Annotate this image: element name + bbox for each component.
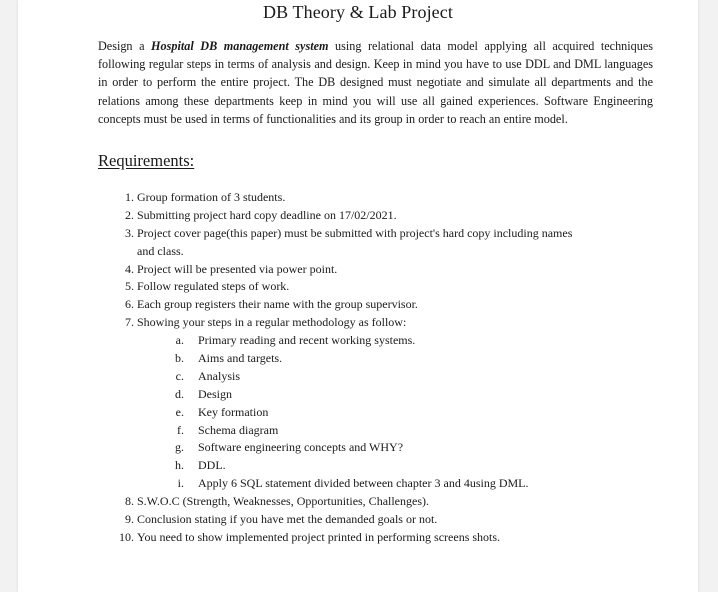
requirement-item <box>18 225 698 243</box>
sub-requirement-letter: g. <box>175 440 184 455</box>
requirement-text: You need to show implemented project printed in performing screens shots. <box>137 529 501 544</box>
sub-requirement-text: Design <box>198 386 232 401</box>
requirement-item <box>18 189 698 207</box>
sub-requirement-text: DDL. <box>198 458 226 473</box>
requirement-number: 2. <box>125 207 134 222</box>
document-page <box>18 0 698 592</box>
sub-requirement-text: Schema diagram <box>198 422 279 437</box>
document-title: DB Theory & Lab Project <box>263 2 453 22</box>
sub-requirement-letter: c. <box>175 368 184 383</box>
requirement-text: Group formation of 3 students. <box>137 190 286 204</box>
sub-requirement-item <box>18 439 698 457</box>
sub-requirement-letter: i. <box>177 476 184 491</box>
sub-requirement-item <box>18 457 698 475</box>
requirement-number: 9. <box>125 512 134 527</box>
requirement-item <box>18 243 698 261</box>
sub-requirement-text: Analysis <box>198 368 240 383</box>
sub-requirement-text: Aims and targets. <box>198 351 283 366</box>
sub-requirement-text: Key formation <box>198 404 269 419</box>
sub-requirement-letter: e. <box>175 404 184 419</box>
requirement-item <box>18 314 698 332</box>
requirement-number: 8. <box>125 494 134 509</box>
requirement-text: Conclusion stating if you have met the demanded goals or not. <box>137 512 438 527</box>
requirement-text: Project will be presented via power point. <box>137 261 338 276</box>
requirement-text: Project cover page(this paper) must be submitted with project's hard copy including names <box>137 225 573 240</box>
requirement-text: S.W.O.C (Strength, Weaknesses, Opportunities, Challenges). <box>137 494 430 509</box>
sub-requirement-text: Primary reading and recent working systems. <box>198 333 416 348</box>
requirement-number: 1. <box>125 190 134 204</box>
sub-requirement-letter: d. <box>175 386 184 401</box>
requirement-item <box>18 296 698 314</box>
sub-requirement-item <box>18 332 698 350</box>
requirement-text: and class. <box>137 243 184 258</box>
requirement-item <box>18 529 698 547</box>
sub-requirement-item <box>18 422 698 440</box>
requirements-list <box>18 189 698 547</box>
intro-paragraph <box>98 37 653 128</box>
requirement-number: 7. <box>125 315 134 330</box>
requirements-heading: Requirements: <box>98 151 195 170</box>
requirement-text: Submitting project hard copy deadline on 17/02/2021. <box>137 207 397 222</box>
sub-requirement-item <box>18 368 698 386</box>
sub-requirement-item <box>18 350 698 368</box>
sub-requirement-text: Software engineering concepts and WHY? <box>198 440 404 455</box>
requirement-number: 3. <box>125 225 134 240</box>
requirement-number: 10. <box>119 529 134 544</box>
sub-requirement-item <box>18 475 698 493</box>
requirement-text: Each group registers their name with the group supervisor. <box>137 297 418 312</box>
sub-requirement-text: Apply 6 SQL statement divided between chapter 3 and 4using DML. <box>198 476 529 491</box>
intro-text-after: using relational data model applying all acquired techniques following regular steps in terms of analysis and design. Keep in mind you have to use DDL and DML languages in order to perform the entire project. The DB designed must negotiate and simulate all departments and the relations among these departments keep in mind you will use all gained experiences. Software Engineering concepts must be used in terms of functionalities and its group in order to reach an entire model. <box>98 39 654 126</box>
requirement-number: 5. <box>125 279 134 294</box>
requirement-number: 6. <box>125 297 134 312</box>
sub-requirement-letter: a. <box>175 333 184 348</box>
intro-emphasis: Hospital DB management system <box>151 39 329 53</box>
sub-requirement-letter: b. <box>175 351 184 366</box>
requirement-text: Follow regulated steps of work. <box>137 279 290 294</box>
requirement-text: Showing your steps in a regular methodology as follow: <box>137 315 407 330</box>
sub-requirement-letter: f. <box>177 422 184 437</box>
requirement-item <box>18 207 698 225</box>
sub-requirement-item <box>18 386 698 404</box>
sub-requirement-letter: h. <box>175 458 184 473</box>
requirement-item <box>18 493 698 511</box>
requirement-item <box>18 261 698 279</box>
requirement-item <box>18 511 698 529</box>
intro-text-before: Design a <box>98 39 152 53</box>
requirement-item <box>18 278 698 296</box>
requirement-number: 4. <box>125 261 134 276</box>
sub-requirement-item <box>18 404 698 422</box>
